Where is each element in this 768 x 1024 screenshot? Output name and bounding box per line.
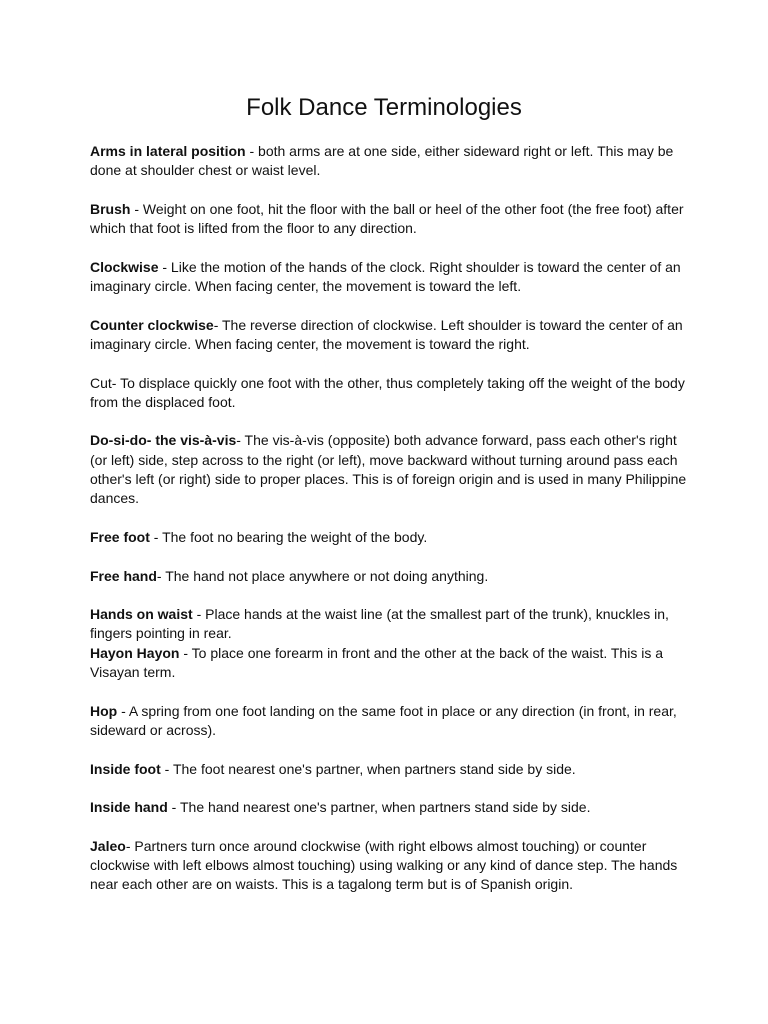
entry-cut [90, 374, 690, 413]
terminology-list [90, 142, 690, 914]
entry-definition: - Partners turn once around clockwise (with right elbows almost touching) or counter clockwise with left elbows almost touching) using walking or any kind of dance step. The hands near each other are on waists. This is a tagalong term but is of Spanish origin. [90, 837, 678, 893]
entry-free-foot [90, 528, 690, 547]
entry-definition: - The hand nearest one's partner, when partners stand side by side. [167, 799, 591, 816]
entry-definition: Cut- To displace quickly one foot with the other, thus completely taking off the weight of the body from the displaced foot. [90, 374, 685, 410]
entry-term: Counter clockwise [90, 316, 214, 333]
entry-brush [90, 200, 690, 239]
entry-term: Free foot [90, 528, 150, 545]
entry-definition: - A spring from one foot landing on the same foot in place or any direction (in front, in rear, sideward or across). [90, 702, 677, 738]
entry-hands-on-waist [90, 605, 690, 644]
entry-term: Free hand [90, 567, 157, 584]
entry-definition: - The reverse direction of clockwise. Left shoulder is toward the center of an imaginary circle. When facing center, the movement is toward the right. [90, 316, 683, 352]
entry-term: Inside foot [90, 760, 161, 777]
entry-free-hand [90, 567, 690, 586]
entry-term: Clockwise [90, 258, 159, 275]
entry-clockwise [90, 258, 690, 297]
entry-inside-hand [90, 798, 690, 817]
entry-term: Jaleo [90, 837, 126, 854]
entry-jaleo [90, 837, 690, 895]
entry-term: Brush [90, 200, 131, 217]
entry-term: Arms in lateral position [90, 143, 246, 159]
entry-definition: - both arms are at one side, either sideward right or left. This may be done at shoulder chest or waist level. [90, 143, 674, 179]
entry-definition: - Like the motion of the hands of the clock. Right shoulder is toward the center of an imaginary circle. When facing center, the movement is toward the left. [90, 258, 681, 295]
entry-definition: - To place one forearm in front and the other at the back of the waist. This is a Visayan term. [90, 644, 663, 681]
page-title: Folk Dance Terminologies [246, 94, 522, 121]
entry-inside-foot [90, 760, 690, 779]
entry-term: Do-si-do- the vis-à-vis [90, 432, 237, 449]
entry-definition: - The hand not place anywhere or not doing anything. [156, 567, 489, 584]
entry-definition: - The foot nearest one's partner, when partners stand side by side. [160, 760, 576, 777]
entry-hop [90, 702, 690, 741]
entry-definition: - The vis-à-vis (opposite) both advance forward, pass each other's right (or left) side, step across to the right (or left), move backward without turning around pass each other's left (or right) side to proper places. This is of foreign origin and is used in many Philippine dances. [90, 432, 687, 507]
entry-term: Hop [90, 702, 118, 719]
entry-counter-clockwise [90, 316, 690, 355]
entry-do-si-do [90, 431, 690, 508]
entry-definition: - The foot no bearing the weight of the body. [149, 528, 428, 545]
entry-definition: - Place hands at the waist line (at the smallest part of the trunk), knuckles in, fingers pointing in rear. [90, 606, 669, 642]
entry-hayon-hayon [90, 644, 690, 683]
entry-arms-in-lateral-position [90, 142, 690, 181]
entry-term: Hayon Hayon [90, 644, 180, 661]
entry-definition: - Weight on one foot, hit the floor with the ball or heel of the other foot (the free foot) after which that foot is lifted from the floor to any direction. [90, 200, 684, 237]
entry-term: Inside hand [90, 799, 168, 816]
entry-term: Hands on waist [90, 606, 193, 623]
